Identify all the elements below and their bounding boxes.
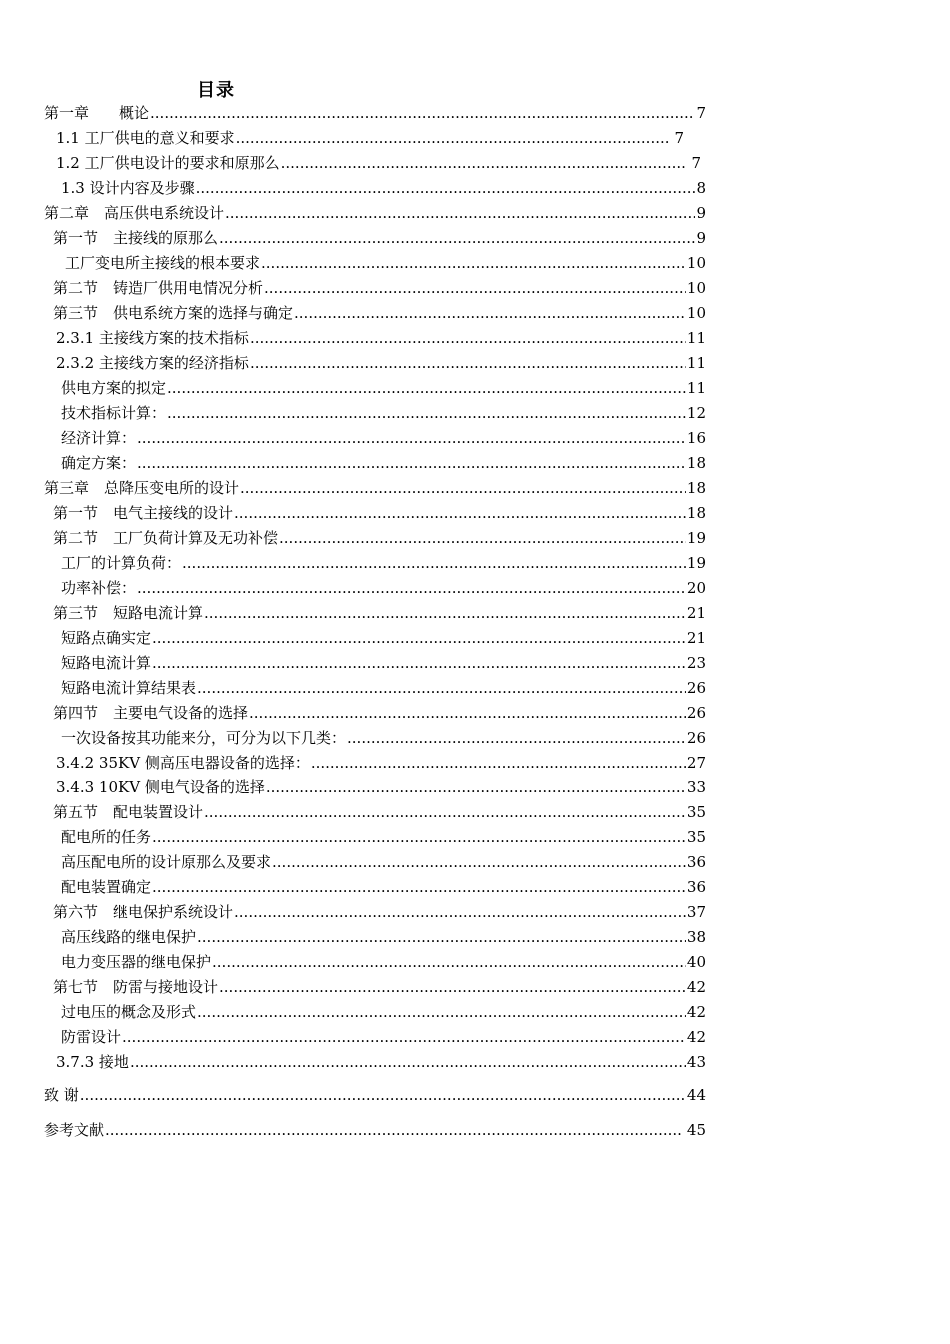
toc-dot-leader — [264, 278, 686, 298]
toc-entry-label: 一次设备按其功能来分，可分为以下几类： — [61, 729, 347, 747]
toc-entry-page-number: 33 — [686, 778, 706, 796]
toc-entry-page-number: 18 — [686, 454, 706, 472]
toc-dot-leader — [122, 1027, 686, 1047]
toc-entry-label: 第三章 总降压变电所的设计 — [44, 479, 240, 497]
toc-entry-page-number: 42 — [686, 1028, 706, 1046]
toc-entry[interactable] — [61, 728, 706, 748]
toc-entry-label: 电力变压器的继电保护 — [61, 953, 212, 971]
toc-entry-page-number: 10 — [686, 254, 706, 272]
toc-entry-label: 致 谢 — [44, 1086, 79, 1104]
toc-entry-label: 第一节 主接线的原那么 — [53, 229, 219, 247]
toc-entry-page-number: 21 — [686, 629, 706, 647]
toc-entry-page-number: 19 — [686, 554, 706, 572]
toc-entry-page-number: 42 — [686, 1003, 706, 1021]
toc-entry[interactable] — [61, 927, 706, 947]
toc-entry[interactable] — [61, 553, 706, 573]
toc-entry-page-number: 27 — [686, 754, 706, 772]
toc-entry-page-number: 9 — [696, 229, 706, 247]
toc-entry-page-number: 23 — [686, 654, 706, 672]
toc-dot-leader — [204, 802, 686, 822]
toc-entry-page-number: 10 — [686, 279, 706, 297]
toc-dot-leader — [167, 403, 686, 423]
toc-dot-leader — [212, 952, 686, 972]
toc-entry-label: 过电压的概念及形式 — [61, 1003, 197, 1021]
toc-entry[interactable] — [53, 902, 706, 922]
toc-entry-label: 配电装置确定 — [61, 878, 152, 896]
toc-entry-page-number: 20 — [686, 579, 706, 597]
toc-dot-leader — [219, 977, 686, 997]
toc-dot-leader — [105, 1120, 681, 1140]
toc-entry[interactable] — [56, 328, 706, 348]
toc-entry[interactable] — [65, 253, 706, 273]
toc-dot-leader — [197, 678, 686, 698]
toc-entry[interactable] — [44, 1085, 706, 1105]
toc-entry-page-number: 10 — [686, 304, 706, 322]
toc-entry-label: 3.4.3 10KV 侧电气设备的选择 — [56, 778, 265, 796]
toc-dot-leader — [250, 353, 686, 373]
toc-dot-leader — [152, 827, 686, 847]
toc-entry[interactable] — [61, 852, 706, 872]
toc-dot-leader — [150, 103, 695, 123]
toc-entry[interactable] — [61, 952, 706, 972]
toc-entry[interactable] — [56, 153, 701, 173]
toc-dot-leader — [240, 478, 686, 498]
toc-entry-label: 第三节 短路电流计算 — [53, 604, 204, 622]
toc-dot-leader — [234, 902, 686, 922]
toc-entry-label: 第二章 高压供电系统设计 — [44, 204, 225, 222]
toc-entry-page-number: 35 — [686, 803, 706, 821]
toc-dot-leader — [281, 153, 686, 173]
toc-entry[interactable] — [44, 1120, 706, 1140]
toc-entry-label: 1.3 设计内容及步骤 — [61, 179, 195, 197]
toc-dot-leader — [197, 1002, 686, 1022]
toc-entry-page-number: 26 — [686, 729, 706, 747]
toc-entry-page-number: 26 — [686, 679, 706, 697]
toc-entry-label: 功率补偿： — [61, 579, 137, 597]
toc-entry-label: 供电方案的拟定 — [61, 379, 167, 397]
toc-entry[interactable] — [53, 802, 706, 822]
toc-entry[interactable] — [61, 178, 706, 198]
toc-entry-label: 经济计算： — [61, 429, 137, 447]
toc-entry-label: 第一节 电气主接线的设计 — [53, 504, 234, 522]
toc-entry-label: 高压线路的继电保护 — [61, 928, 197, 946]
toc-entry-page-number: 11 — [686, 379, 706, 397]
toc-dot-leader — [294, 303, 686, 323]
toc-entry-page-number: 18 — [686, 479, 706, 497]
toc-entry-label: 2.3.1 主接线方案的技术指标 — [56, 329, 249, 347]
toc-entry-label: 短路电流计算 — [61, 654, 152, 672]
toc-entry-page-number: 35 — [686, 828, 706, 846]
toc-entry-page-number: 9 — [696, 204, 706, 222]
toc-entry-label: 工厂的计算负荷： — [61, 554, 182, 572]
toc-entry-page-number: 38 — [686, 928, 706, 946]
toc-dot-leader — [311, 753, 686, 773]
toc-entry-label: 高压配电所的设计原那么及要求 — [61, 853, 272, 871]
toc-dot-leader — [225, 203, 695, 223]
toc-entry[interactable] — [56, 128, 684, 148]
toc-entry[interactable] — [56, 353, 706, 373]
toc-entry-page-number: 7 — [696, 104, 706, 122]
toc-entry-label: 第七节 防雷与接地设计 — [53, 978, 219, 996]
toc-entry-label: 第六节 继电保护系统设计 — [53, 903, 234, 921]
toc-entry-page-number: 11 — [686, 329, 706, 347]
toc-entry[interactable] — [56, 1052, 706, 1072]
toc-entry[interactable] — [53, 278, 706, 298]
toc-entry-label: 确定方案： — [61, 454, 137, 472]
toc-entry-label: 第二节 铸造厂供用电情况分析 — [53, 279, 264, 297]
toc-entry-page-number: 11 — [686, 354, 706, 372]
toc-entry-page-number: 36 — [686, 878, 706, 896]
toc-entry-label: 第三节 供电系统方案的选择与确定 — [53, 304, 294, 322]
toc-entry-label: 3.4.2 35KV 侧高压电器设备的选择： — [56, 754, 310, 772]
toc-dot-leader — [236, 128, 669, 148]
toc-dot-leader — [137, 428, 686, 448]
toc-entry-page-number: 26 — [686, 704, 706, 722]
toc-entry-page-number: 18 — [686, 504, 706, 522]
toc-entry-page-number: 7 — [669, 129, 684, 147]
toc-entry[interactable] — [44, 203, 706, 223]
toc-entry[interactable] — [53, 228, 706, 248]
toc-entry[interactable] — [61, 877, 706, 897]
toc-entry[interactable] — [44, 478, 706, 498]
toc-dot-leader — [219, 228, 695, 248]
toc-entry-label: 第一章 概论 — [44, 104, 150, 122]
toc-entry[interactable] — [56, 753, 706, 773]
toc-entry[interactable] — [44, 103, 706, 123]
toc-entry[interactable] — [61, 578, 706, 598]
toc-entry-page-number: 44 — [686, 1086, 706, 1104]
toc-entry-label: 短路电流计算结果表 — [61, 679, 197, 697]
toc-dot-leader — [152, 653, 686, 673]
toc-entry-page-number: 21 — [686, 604, 706, 622]
toc-dot-leader — [152, 877, 686, 897]
toc-entry[interactable] — [53, 528, 706, 548]
toc-entry-label: 第四节 主要电气设备的选择 — [53, 704, 249, 722]
toc-dot-leader — [197, 927, 686, 947]
toc-entry[interactable] — [61, 827, 706, 847]
toc-dot-leader — [347, 728, 686, 748]
toc-dot-leader — [167, 378, 686, 398]
toc-entry-page-number: 40 — [686, 953, 706, 971]
toc-title: 目录 — [197, 80, 235, 101]
toc-entry[interactable] — [53, 703, 706, 723]
toc-entry[interactable] — [61, 653, 706, 673]
toc-entry[interactable] — [53, 503, 706, 523]
toc-dot-leader — [279, 528, 686, 548]
toc-entry-page-number: 37 — [686, 903, 706, 921]
toc-entry-label: 参考文献 — [44, 1121, 105, 1139]
toc-entry[interactable] — [56, 777, 706, 797]
toc-entry[interactable] — [61, 678, 706, 698]
toc-entry-label: 2.3.2 主接线方案的经济指标 — [56, 354, 249, 372]
toc-dot-leader — [130, 1052, 686, 1072]
toc-dot-leader — [249, 703, 686, 723]
toc-entry[interactable] — [61, 403, 706, 423]
toc-entry-label: 工厂变电所主接线的根本要求 — [65, 254, 261, 272]
toc-entry-page-number: 43 — [686, 1053, 706, 1071]
toc-entry[interactable] — [61, 1002, 706, 1022]
toc-entry-label: 1.1 工厂供电的意义和要求 — [56, 129, 235, 147]
toc-dot-leader — [266, 777, 686, 797]
toc-entry-page-number: 12 — [686, 404, 706, 422]
toc-entry[interactable] — [53, 977, 706, 997]
toc-entry-page-number: 7 — [686, 154, 701, 172]
toc-dot-leader — [182, 553, 686, 573]
toc-entry[interactable] — [61, 1027, 706, 1047]
toc-entry-label: 第五节 配电装置设计 — [53, 803, 204, 821]
toc-entry-page-number: 45 — [682, 1121, 706, 1139]
toc-entry[interactable] — [61, 428, 706, 448]
toc-dot-leader — [204, 603, 686, 623]
toc-entry[interactable] — [61, 378, 706, 398]
toc-dot-leader — [137, 578, 686, 598]
toc-entry[interactable] — [53, 603, 706, 623]
toc-entry-page-number: 8 — [696, 179, 706, 197]
toc-entry-page-number: 36 — [686, 853, 706, 871]
toc-dot-leader — [196, 178, 696, 198]
toc-dot-leader — [80, 1085, 686, 1105]
toc-entry-page-number: 19 — [686, 529, 706, 547]
toc-entry-label: 配电所的任务 — [61, 828, 152, 846]
toc-entry[interactable] — [61, 628, 706, 648]
toc-entry-label: 技术指标计算： — [61, 404, 167, 422]
toc-entry[interactable] — [53, 303, 706, 323]
toc-entry-label: 1.2 工厂供电设计的要求和原那么 — [56, 154, 280, 172]
toc-dot-leader — [261, 253, 686, 273]
toc-dot-leader — [152, 628, 686, 648]
toc-entry[interactable] — [61, 453, 706, 473]
toc-dot-leader — [137, 453, 686, 473]
toc-entry-page-number: 16 — [686, 429, 706, 447]
toc-entry-page-number: 42 — [686, 978, 706, 996]
toc-entry-label: 第二节 工厂负荷计算及无功补偿 — [53, 529, 279, 547]
toc-dot-leader — [250, 328, 686, 348]
toc-entry-label: 防雷设计 — [61, 1028, 122, 1046]
toc-dot-leader — [234, 503, 686, 523]
toc-entry-label: 短路点确实定 — [61, 629, 152, 647]
toc-entry-label: 3.7.3 接地 — [56, 1053, 129, 1071]
toc-dot-leader — [272, 852, 686, 872]
